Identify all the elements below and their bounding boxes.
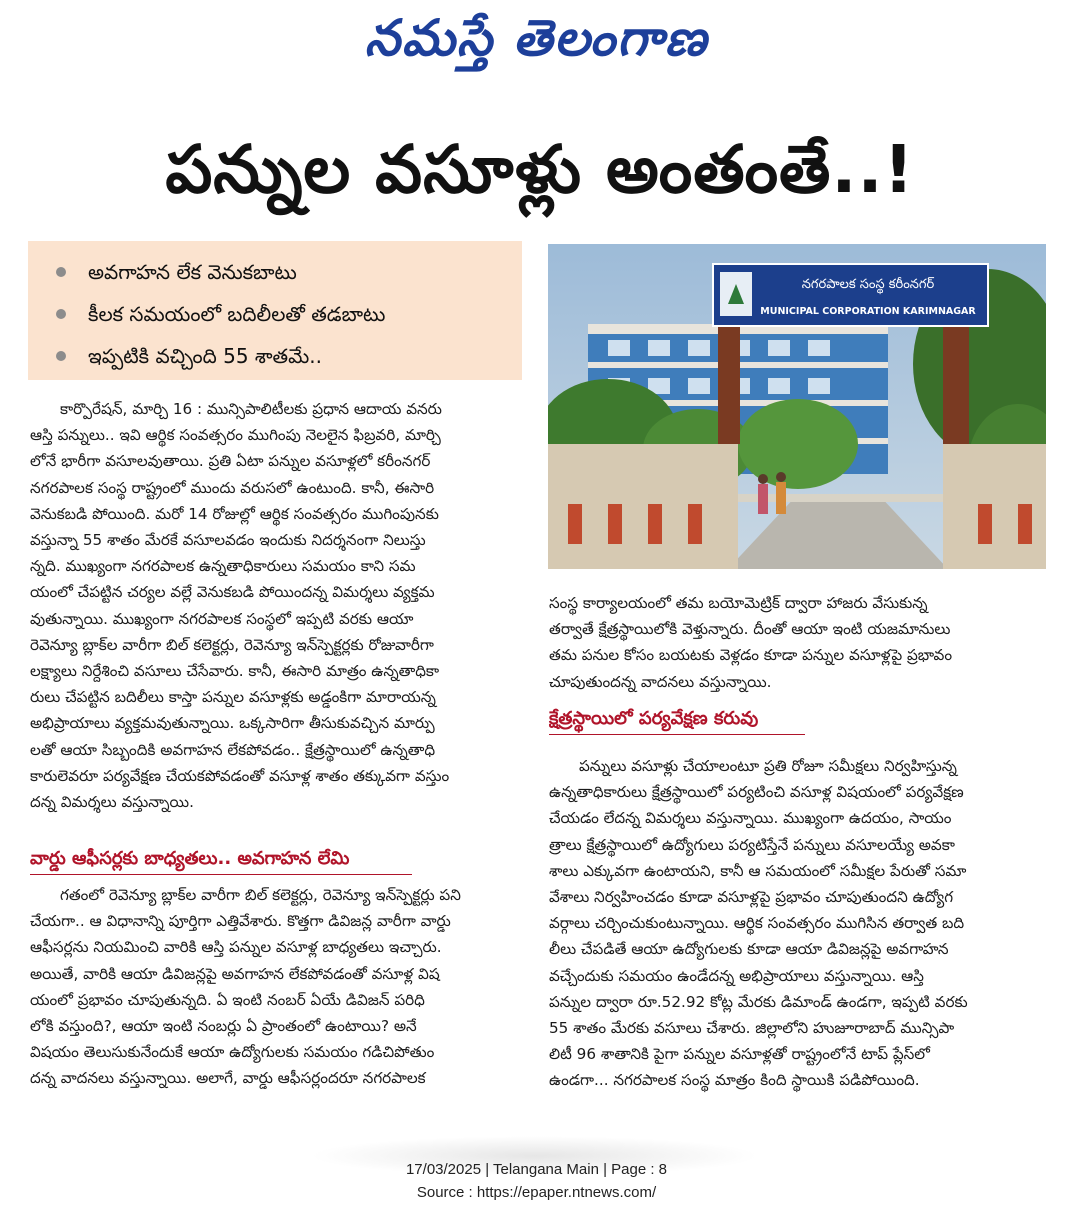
text-line: రెవెన్యూ బ్లాక్‌ల వారీగా బిల్ కలెక్టర్లు, రెవెన్యూ ఇన్‌స్పెక్టర్లకు రోజువారీగా <box>30 635 434 654</box>
text-line: వుతున్నాయి. ముఖ్యంగా నగరపాలక సంస్థలో ఇప్పటి వరకు ఆయా <box>30 609 414 628</box>
text-line: లక్ష్యాలు నిర్దేశించి వసూలు చేసేవారు. కానీ, ఈసారి మాత్రం ఉన్నతాధికా <box>30 662 440 681</box>
text-line: చేయడం లేదన్న విమర్శలు వస్తున్నాయి. ముఖ్యంగా ఉదయం, సాయం <box>549 809 952 828</box>
text-line: అభిప్రాయాలు వ్యక్తమవుతున్నాయి. ఒక్కసారిగా తీసుకువచ్చిన మార్పు <box>30 714 435 733</box>
photo-illustration <box>548 244 1046 569</box>
subheading-ward-officers: వార్డు ఆఫీసర్లకు బాధ్యతలు.. అవగాహన లేమి <box>30 848 350 869</box>
text-line: వేశాలు నిర్వహించడం కూడా వసూళ్లపై ప్రభావం చూపుతుందని ఉద్యోగ <box>549 888 954 907</box>
text-line: 55 శాతం మేరకు వసూలు చేశారు. జిల్లాలోని హుజూరాబాద్ మున్సిపా <box>549 1019 955 1038</box>
highlights-box <box>28 241 522 380</box>
board-telugu-text: నగరపాలక సంస్థ కరీంనగర్ <box>801 277 935 292</box>
text-line: శాలు ఎక్కువగా ఉంటాయని, కానీ ఆ సమయంలో సమీక్షల పేరుతో సమా <box>549 861 967 880</box>
text-line: చేయగా.. ఆ విధానాన్ని పూర్తిగా ఎత్తివేశారు. కొత్తగా డివిజన్ల వారీగా వార్డు <box>30 912 451 931</box>
text-line: లీలు చేపడితే ఆయా ఉద్యోగులకు కూడా ఆయా డివిజన్లపై అవగాహన <box>549 940 949 959</box>
highlight-item <box>56 251 504 293</box>
text-line: పన్నులు వసూళ్లు చేయాలంటూ ప్రతి రోజూ సమీక్షలు నిర్వహిస్తున్న <box>579 757 957 775</box>
text-line: దన్న వాదనలు వస్తున్నాయి. అలాగే, వార్డు ఆఫీసర్లందరూ నగరపాలక <box>30 1069 426 1088</box>
text-line: ఆస్తి పన్నులు.. ఇవి ఆర్థిక సంవత్సరం ముగింపు నెలలైన ఫిబ్రవరి, మార్చి <box>30 426 441 445</box>
bullet-icon <box>56 351 66 361</box>
municipal-office-photo <box>548 244 1046 569</box>
text-line: పన్నుల ద్వారా రూ.52.92 కోట్ల మేరకు డిమాండ్ ఉండగా, ఇప్పటి వరకు <box>549 992 968 1011</box>
right-column-text-1 <box>549 590 1047 695</box>
text-line: తర్వాతే క్షేత్రస్థాయిలోకి వెళ్తున్నారు. దీంతో ఆయా ఇంటి యజమానులు <box>549 620 951 639</box>
text-line: లతో ఆయా సిబ్బందికి అవగాహన లేకపోవడం.. క్షేత్రస్థాయిలో ఉన్నతాధి <box>30 740 436 759</box>
footer-date-line: 17/03/2025 | Telangana Main | Page : 8 <box>405 1161 668 1178</box>
highlight-text: ఇప్పటికి వచ్చింది 55 శాతమే.. <box>88 344 322 368</box>
left-column-text-2 <box>30 882 526 1092</box>
text-line: ఉన్నతాధికారులు క్షేత్రస్థాయిలో పర్యటించి వసూళ్ల విషయంలో పర్యవేక్షణ <box>549 783 964 802</box>
text-line: యంలో చేపట్టిన చర్యల వల్లే వెనుకబడి పోయిందన్న విమర్శలు వ్యక్తమ <box>30 583 435 602</box>
article-headline: పన్నుల వసూళ్లు అంతంతే..! <box>165 131 915 208</box>
text-line: న్నది. ముఖ్యంగా నగరపాలక ఉన్నతాధికారులు సమయం కాని సమ <box>30 557 416 576</box>
text-line: కారులెవరూ పర్యవేక్షణ చేయకపోవడంతో వసూళ్ల శాతం తక్కువగా వస్తుం <box>30 766 450 785</box>
text-line: వర్గాలు చర్చించుకుంటున్నాయి. ఆర్థిక సంవత్సరం ముగిసిన తర్వాత బది <box>549 914 965 933</box>
text-line: ఆఫీసర్లను నియమించి వారికి ఆస్తి పన్నుల వసూళ్ల బాధ్యతలు ఇచ్చారు. <box>30 938 442 957</box>
highlight-text: కీలక సమయంలో బదిలీలతో తడబాటు <box>88 302 386 326</box>
bullet-icon <box>56 267 66 277</box>
text-line: సంస్థ కార్యాలయంలో తమ బయోమెట్రిక్ ద్వారా హాజరు వేసుకున్న <box>549 594 928 612</box>
text-line: వచ్చేందుకు సమయం ఉండేదన్న అభిప్రాయాలు వస్తున్నాయి. ఆస్తి <box>549 966 924 985</box>
subheading-underline <box>30 874 412 875</box>
text-line: లోనే భారీగా వసూలవుతాయి. ప్రతి ఏటా పన్నుల వసూళ్లలో కరీంనగర్ <box>30 452 431 471</box>
text-line: ఉండగా... నగరపాలక సంస్థ మాత్రం కింది స్థాయికి పడిపోయింది. <box>549 1071 920 1090</box>
text-line: వెనుకబడి పోయింది. మరో 14 రోజుల్లో ఆర్థిక సంవత్సరం ముగింపునకు <box>30 504 439 523</box>
text-line: గతంలో రెవెన్యూ బ్లాక్‌ల వారీగా బిల్ కలెక్టర్లు, రెవెన్యూ ఇన్‌స్పెక్టర్లు పని <box>60 886 461 904</box>
text-line: త్రాలు క్షేత్రస్థాయిలో ఉద్యోగులు పర్యటిస్తేనే పన్నులు వసూలయ్యే అవకా <box>549 835 955 854</box>
subheading-field-supervision: క్షేత్రస్థాయిలో పర్యవేక్షణ కరువు <box>549 708 759 729</box>
text-line: లోకి వస్తుంది?, ఆయా ఇంటి నంబర్లు ఏ ప్రాంతంలో ఉంటాయి? అనే <box>30 1017 417 1036</box>
text-line: తమ పనుల కోసం బయటకు వెళ్లడం కూడా పన్నుల వసూళ్లపై ప్రభావం <box>549 646 953 665</box>
text-line: నగరపాలక సంస్థ రాష్ట్రంలో ముందు వరుసలో ఉంటుంది. కానీ, ఈసారి <box>30 478 435 497</box>
highlight-text: అవగాహన లేక వెనుకబాటు <box>88 260 297 284</box>
highlight-item <box>56 335 504 377</box>
text-line: చూపుతుందన్న వాదనలు వస్తున్నాయి. <box>549 672 772 691</box>
text-line: విషయం తెలుసుకునేందుకే ఆయా ఉద్యోగులకు సమయం గడిచిపోతుం <box>30 1043 435 1062</box>
newspaper-masthead: నమస్తే తెలంగాణ <box>364 8 709 67</box>
text-line: వస్తున్నా 55 శాతం మేరకే వసూలవడం ఇందుకు నిదర్శనంగా నిలుస్తు <box>30 531 426 550</box>
bullet-icon <box>56 309 66 319</box>
subheading-underline <box>549 734 805 735</box>
text-line: అయితే, వారికి ఆయా డివిజన్లపై అవగాహన లేకపోవడంతో వసూళ్ల విష <box>30 964 440 983</box>
left-column-text-1 <box>30 396 526 815</box>
text-line: కార్పొరేషన్, మార్చి 16 : మున్సిపాలిటీలకు ప్రధాన ఆదాయ వనరు <box>60 400 442 418</box>
board-english-text: MUNICIPAL CORPORATION KARIMNAGAR <box>760 306 976 317</box>
text-line: లిటీ 96 శాతానికి పైగా పన్నుల వసూళ్లతో రాష్ట్రంలోనే టాప్ ప్లేస్‌లో <box>549 1045 930 1064</box>
right-column-text-2 <box>549 753 1047 1094</box>
text-line: రులు చేపట్టిన బదిలీలు కాస్తా పన్నుల వసూళ్లకు అడ్డంకిగా మారాయన్న <box>30 688 436 707</box>
footer-source-line[interactable]: Source : https://epaper.ntnews.com/ <box>416 1184 657 1201</box>
highlight-item <box>56 293 504 335</box>
text-line: దన్న విమర్శలు వస్తున్నాయి. <box>30 793 194 812</box>
text-line: యంలో ప్రభావం చూపుతున్నది. ఏ ఇంటి నంబర్ ఏయే డివిజన్ పరిధి <box>30 990 425 1009</box>
